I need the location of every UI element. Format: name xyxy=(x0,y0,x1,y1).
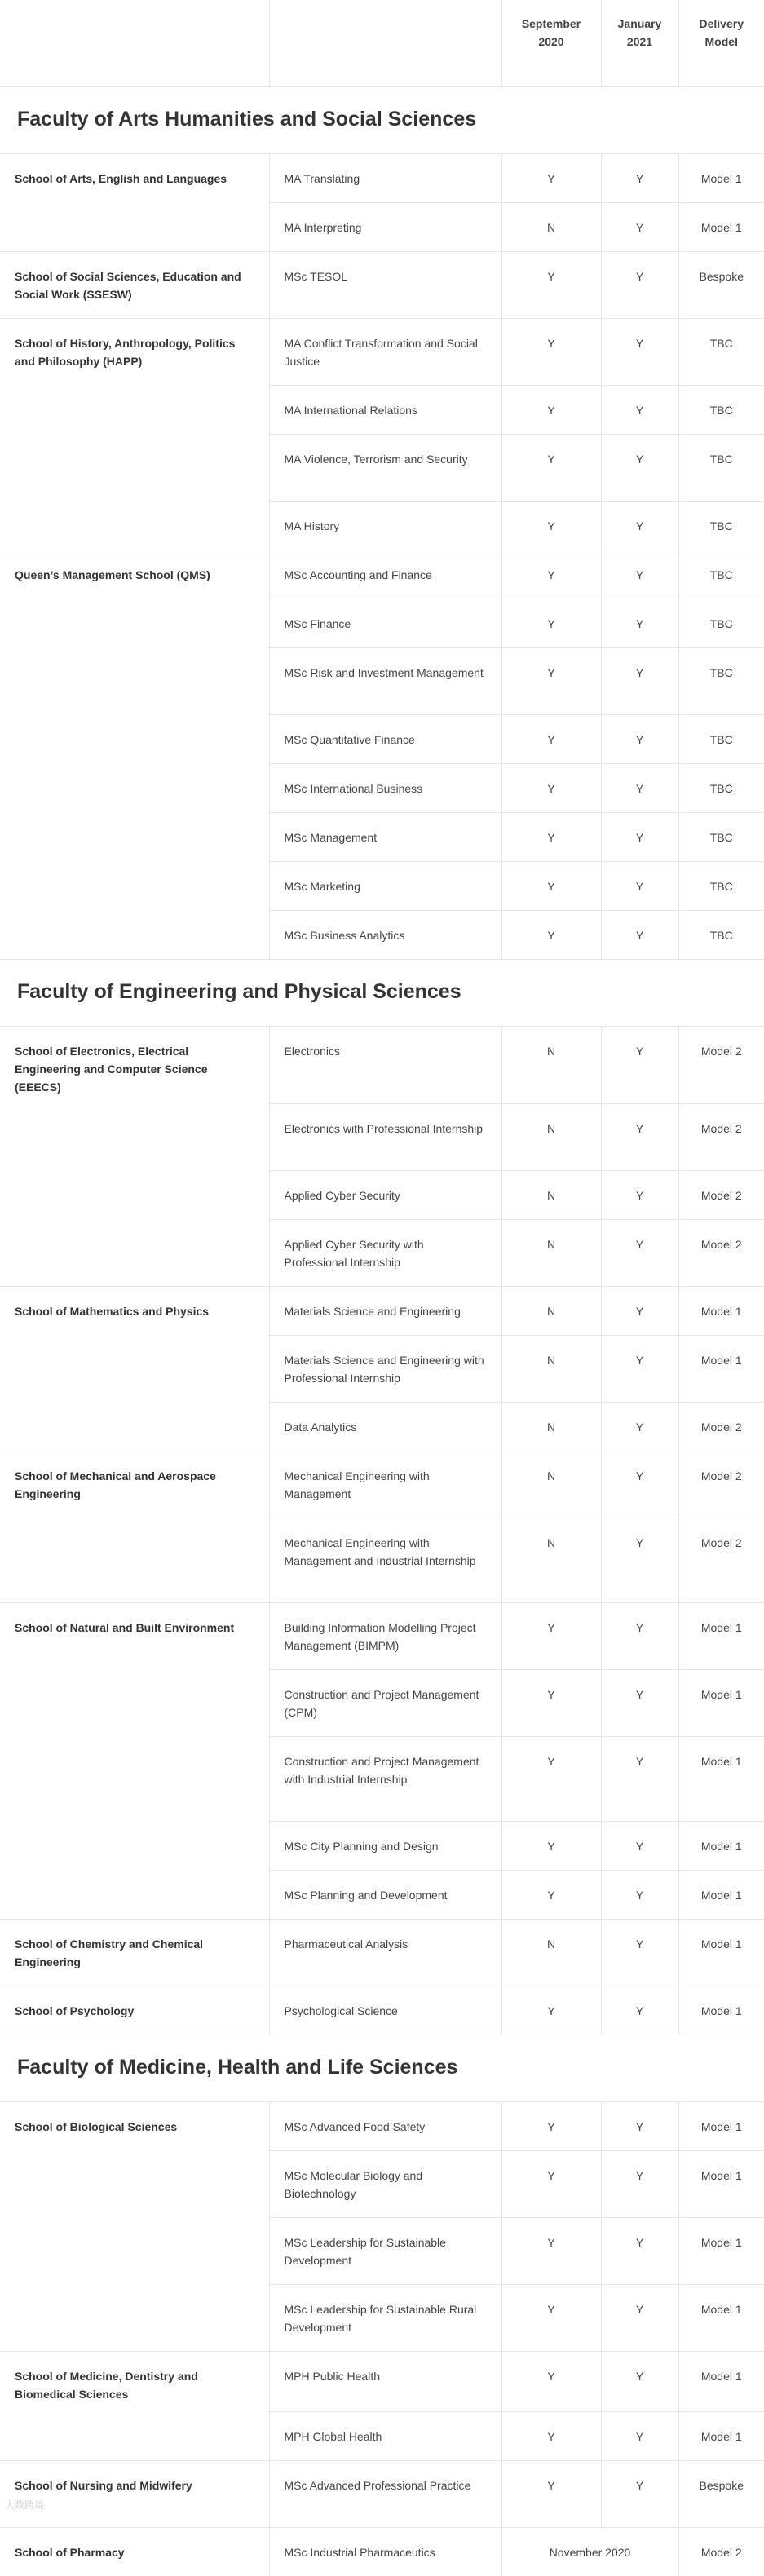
school-cell xyxy=(0,1336,269,1403)
table-row xyxy=(0,1871,764,1920)
programme-cell: Mechanical Engineering with Management and Industrial Internship xyxy=(269,1518,501,1603)
programme-cell: Materials Science and Engineering xyxy=(269,1287,501,1336)
programme-cell: MSc Accounting and Finance xyxy=(269,550,501,599)
delivery-model-cell: TBC xyxy=(678,434,764,501)
header-september-2020: September 2020 xyxy=(501,0,601,86)
table-row xyxy=(0,2102,764,2151)
table-row xyxy=(0,1403,764,1451)
delivery-model-cell: Model 1 xyxy=(678,1603,764,1670)
table-row xyxy=(0,1986,764,2035)
delivery-model-cell: Model 1 xyxy=(678,2218,764,2285)
programme-cell: MSc Finance xyxy=(269,599,501,647)
january-cell: Y xyxy=(601,251,678,318)
table-row xyxy=(0,2460,764,2527)
programme-cell: Construction and Project Management (CPM) xyxy=(269,1670,501,1737)
table-row xyxy=(0,1822,764,1871)
school-cell xyxy=(0,910,269,959)
programme-cell: MSc Risk and Investment Management xyxy=(269,647,501,714)
delivery-model-cell: Model 2 xyxy=(678,1518,764,1603)
january-cell: Y xyxy=(601,1871,678,1920)
delivery-model-cell: Model 1 xyxy=(678,2352,764,2412)
september-cell: N xyxy=(501,202,601,251)
table-row xyxy=(0,1336,764,1403)
september-cell: N xyxy=(501,1451,601,1518)
january-cell: Y xyxy=(601,1822,678,1871)
school-cell: School of Natural and Built Environment xyxy=(0,1603,269,1670)
table-row xyxy=(0,2151,764,2218)
september-cell: Y xyxy=(501,861,601,910)
january-cell: Y xyxy=(601,1603,678,1670)
january-cell: Y xyxy=(601,2151,678,2218)
january-cell: Y xyxy=(601,2102,678,2151)
faculty-row xyxy=(0,959,764,1026)
programme-cell: Electronics with Professional Internship xyxy=(269,1104,501,1171)
table-row xyxy=(0,763,764,812)
school-cell: School of Mechanical and Aerospace Engineering xyxy=(0,1451,269,1518)
table-row xyxy=(0,1171,764,1220)
table-row xyxy=(0,1737,764,1822)
delivery-model-cell: Bespoke xyxy=(678,251,764,318)
september-cell: Y xyxy=(501,763,601,812)
january-cell: Y xyxy=(601,385,678,434)
programme-cell: MA Interpreting xyxy=(269,202,501,251)
school-cell xyxy=(0,1104,269,1171)
table-row xyxy=(0,861,764,910)
september-cell: N xyxy=(501,1171,601,1220)
table-row xyxy=(0,153,764,202)
school-cell: School of Arts, English and Languages xyxy=(0,153,269,202)
january-cell: Y xyxy=(601,812,678,861)
delivery-model-cell: Model 1 xyxy=(678,1336,764,1403)
table-row xyxy=(0,2411,764,2460)
school-cell xyxy=(0,1220,269,1287)
january-cell: Y xyxy=(601,763,678,812)
table-row xyxy=(0,1920,764,1986)
september-cell: Y xyxy=(501,647,601,714)
september-cell: Y xyxy=(501,2411,601,2460)
school-cell xyxy=(0,2285,269,2352)
programme-cell: Pharmaceutical Analysis xyxy=(269,1920,501,1986)
january-cell: Y xyxy=(601,2460,678,2527)
january-cell: Y xyxy=(601,550,678,599)
january-cell: Y xyxy=(601,153,678,202)
school-cell xyxy=(0,1737,269,1822)
january-cell: Y xyxy=(601,1670,678,1737)
school-cell xyxy=(0,647,269,714)
january-cell: Y xyxy=(601,318,678,385)
september-cell: Y xyxy=(501,2102,601,2151)
delivery-model-cell: Model 1 xyxy=(678,153,764,202)
september-cell: N xyxy=(501,1920,601,1986)
january-cell: Y xyxy=(601,1287,678,1336)
delivery-model-cell: TBC xyxy=(678,812,764,861)
january-cell: Y xyxy=(601,647,678,714)
table-row xyxy=(0,1603,764,1670)
school-cell xyxy=(0,1822,269,1871)
programme-cell: Materials Science and Engineering with Professional Internship xyxy=(269,1336,501,1403)
programme-cell: MSc City Planning and Design xyxy=(269,1822,501,1871)
january-cell: Y xyxy=(601,202,678,251)
september-cell: Y xyxy=(501,1871,601,1920)
programme-cell: MSc Molecular Biology and Biotechnology xyxy=(269,2151,501,2218)
school-cell xyxy=(0,2218,269,2285)
delivery-model-cell: TBC xyxy=(678,318,764,385)
delivery-model-cell: Model 1 xyxy=(678,1287,764,1336)
programme-cell: MSc Industrial Pharmaceutics xyxy=(269,2527,501,2576)
school-cell xyxy=(0,714,269,763)
delivery-model-cell: Model 1 xyxy=(678,1670,764,1737)
school-cell: School of Medicine, Dentistry and Biomedical Sciences xyxy=(0,2352,269,2412)
january-cell: Y xyxy=(601,2218,678,2285)
table-row xyxy=(0,318,764,385)
september-cell: Y xyxy=(501,550,601,599)
january-cell: Y xyxy=(601,714,678,763)
table-row xyxy=(0,1104,764,1171)
table-row xyxy=(0,1451,764,1518)
january-cell: Y xyxy=(601,1171,678,1220)
september-cell: Y xyxy=(501,318,601,385)
programme-cell: MSc Advanced Professional Practice xyxy=(269,2460,501,2527)
september-cell: Y xyxy=(501,2218,601,2285)
faculty-heading: Faculty of Arts Humanities and Social Sciences xyxy=(0,86,764,153)
programme-cell: MA Translating xyxy=(269,153,501,202)
delivery-model-cell: TBC xyxy=(678,861,764,910)
january-cell: Y xyxy=(601,1920,678,1986)
september-cell: Y xyxy=(501,2460,601,2527)
school-cell xyxy=(0,1518,269,1603)
school-cell: School of Nursing and Midwifery xyxy=(0,2460,269,2527)
programme-cell: Building Information Modelling Project Management (BIMPM) xyxy=(269,1603,501,1670)
programme-cell: Electronics xyxy=(269,1026,501,1104)
school-cell xyxy=(0,763,269,812)
school-cell xyxy=(0,812,269,861)
september-cell: Y xyxy=(501,501,601,550)
september-cell: Y xyxy=(501,2151,601,2218)
school-cell: School of Biological Sciences xyxy=(0,2102,269,2151)
delivery-model-cell: Model 1 xyxy=(678,2411,764,2460)
january-cell: Y xyxy=(601,1220,678,1287)
september-cell: N xyxy=(501,1220,601,1287)
september-cell: Y xyxy=(501,251,601,318)
school-cell: Queen’s Management School (QMS) xyxy=(0,550,269,599)
september-cell: Y xyxy=(501,2352,601,2412)
school-cell xyxy=(0,1871,269,1920)
header-january-2021: January 2021 xyxy=(601,0,678,86)
programme-cell: MSc Business Analytics xyxy=(269,910,501,959)
january-cell: Y xyxy=(601,1518,678,1603)
header-delivery-model: Delivery Model xyxy=(699,17,744,48)
january-cell: Y xyxy=(601,1451,678,1518)
programme-cell: MSc TESOL xyxy=(269,251,501,318)
table-row xyxy=(0,385,764,434)
table-row xyxy=(0,1026,764,1104)
january-cell: Y xyxy=(601,599,678,647)
table-row xyxy=(0,501,764,550)
september-cell: Y xyxy=(501,910,601,959)
september-cell: N xyxy=(501,1287,601,1336)
table-header-row xyxy=(0,0,764,86)
september-cell: Y xyxy=(501,812,601,861)
delivery-model-cell: TBC xyxy=(678,763,764,812)
delivery-model-cell: Model 2 xyxy=(678,1451,764,1518)
school-cell xyxy=(0,385,269,434)
programme-cell: MSc Leadership for Sustainable Development xyxy=(269,2218,501,2285)
table-row xyxy=(0,2527,764,2576)
table-row xyxy=(0,910,764,959)
table-row xyxy=(0,550,764,599)
january-cell: Y xyxy=(601,861,678,910)
watermark: 大数跨境 xyxy=(5,2499,45,2511)
school-cell: School of History, Anthropology, Politics and Philosophy (HAPP) xyxy=(0,318,269,385)
delivery-model-cell: TBC xyxy=(678,385,764,434)
january-cell: Y xyxy=(601,1403,678,1451)
delivery-model-cell: Model 1 xyxy=(678,1871,764,1920)
delivery-model-cell: Model 1 xyxy=(678,2102,764,2151)
january-cell: Y xyxy=(601,2411,678,2460)
delivery-model-cell: Model 1 xyxy=(678,202,764,251)
september-cell: N xyxy=(501,1403,601,1451)
delivery-model-cell: Model 1 xyxy=(678,1822,764,1871)
september-cell: Y xyxy=(501,1822,601,1871)
september-cell: Y xyxy=(501,599,601,647)
table-row xyxy=(0,1518,764,1603)
delivery-model-cell: TBC xyxy=(678,550,764,599)
delivery-model-cell: Model 1 xyxy=(678,1920,764,1986)
september-cell: Y xyxy=(501,153,601,202)
programme-cell: MSc Leadership for Sustainable Rural Development xyxy=(269,2285,501,2352)
programme-cell: MSc Management xyxy=(269,812,501,861)
delivery-model-cell: Model 2 xyxy=(678,2527,764,2576)
delivery-model-cell: Model 1 xyxy=(678,2151,764,2218)
delivery-model-cell: Model 1 xyxy=(678,2285,764,2352)
programme-cell: MSc International Business xyxy=(269,763,501,812)
september-cell: Y xyxy=(501,1986,601,2035)
faculty-heading: Faculty of Medicine, Health and Life Sciences xyxy=(0,2035,764,2102)
january-cell: Y xyxy=(601,2285,678,2352)
programme-cell: MA History xyxy=(269,501,501,550)
september-cell: N xyxy=(501,1104,601,1171)
programme-cell: Mechanical Engineering with Management xyxy=(269,1451,501,1518)
header-blank-programme xyxy=(269,0,501,86)
september-cell: Y xyxy=(501,1737,601,1822)
table-row xyxy=(0,2218,764,2285)
january-cell: Y xyxy=(601,1336,678,1403)
school-cell xyxy=(0,2411,269,2460)
table-row xyxy=(0,599,764,647)
delivery-model-cell: TBC xyxy=(678,599,764,647)
programme-cell: MPH Global Health xyxy=(269,2411,501,2460)
january-cell: Y xyxy=(601,501,678,550)
september-cell: Y xyxy=(501,714,601,763)
delivery-model-cell: Model 1 xyxy=(678,1986,764,2035)
january-cell: Y xyxy=(601,2352,678,2412)
table-row xyxy=(0,434,764,501)
january-cell: Y xyxy=(601,1104,678,1171)
programme-cell: MSc Marketing xyxy=(269,861,501,910)
september-cell: N xyxy=(501,1026,601,1104)
delivery-model-cell: Model 2 xyxy=(678,1403,764,1451)
table-row xyxy=(0,1670,764,1737)
start-date-cell: November 2020 xyxy=(501,2527,678,2576)
delivery-model-cell: Model 2 xyxy=(678,1026,764,1104)
january-cell: Y xyxy=(601,910,678,959)
january-cell: Y xyxy=(601,1026,678,1104)
school-cell: School of Pharmacy xyxy=(0,2527,269,2576)
school-cell: School of Electronics, Electrical Engineering and Computer Science (EEECS) xyxy=(0,1026,269,1104)
school-cell: School of Chemistry and Chemical Engineering xyxy=(0,1920,269,1986)
faculty-row xyxy=(0,2035,764,2102)
september-cell: Y xyxy=(501,1670,601,1737)
programme-cell: Data Analytics xyxy=(269,1403,501,1451)
table-row xyxy=(0,1220,764,1287)
programme-cell: MSc Quantitative Finance xyxy=(269,714,501,763)
delivery-model-cell: Model 2 xyxy=(678,1104,764,1171)
programme-cell: Applied Cyber Security with Professional Internship xyxy=(269,1220,501,1287)
september-cell: Y xyxy=(501,434,601,501)
september-cell: Y xyxy=(501,1603,601,1670)
delivery-model-cell: TBC xyxy=(678,910,764,959)
school-cell: School of Mathematics and Physics xyxy=(0,1287,269,1336)
header-blank-school xyxy=(0,0,269,86)
january-cell: Y xyxy=(601,434,678,501)
programme-cell: Construction and Project Management with Industrial Internship xyxy=(269,1737,501,1822)
school-cell xyxy=(0,1171,269,1220)
delivery-model-cell: Model 1 xyxy=(678,1737,764,1822)
school-cell xyxy=(0,861,269,910)
table-row xyxy=(0,2285,764,2352)
table-body xyxy=(0,86,764,2576)
school-cell xyxy=(0,1670,269,1737)
delivery-model-cell: Model 2 xyxy=(678,1220,764,1287)
january-cell: Y xyxy=(601,1986,678,2035)
programme-cell: MPH Public Health xyxy=(269,2352,501,2412)
september-cell: Y xyxy=(501,385,601,434)
programme-cell: MA International Relations xyxy=(269,385,501,434)
school-cell xyxy=(0,1403,269,1451)
programme-cell: MA Violence, Terrorism and Security xyxy=(269,434,501,501)
programme-cell: MSc Planning and Development xyxy=(269,1871,501,1920)
school-cell xyxy=(0,434,269,501)
september-cell: N xyxy=(501,1518,601,1603)
delivery-model-cell: TBC xyxy=(678,714,764,763)
programme-cell: Psychological Science xyxy=(269,1986,501,2035)
faculty-heading: Faculty of Engineering and Physical Sciences xyxy=(0,959,764,1026)
school-cell: School of Psychology xyxy=(0,1986,269,2035)
delivery-model-cell: Model 2 xyxy=(678,1171,764,1220)
school-cell xyxy=(0,202,269,251)
school-cell xyxy=(0,501,269,550)
programme-cell: MSc Advanced Food Safety xyxy=(269,2102,501,2151)
table-row xyxy=(0,202,764,251)
september-cell: Y xyxy=(501,2285,601,2352)
school-cell xyxy=(0,2151,269,2218)
school-cell: School of Social Sciences, Education and Social Work (SSESW) xyxy=(0,251,269,318)
programme-cell: MA Conflict Transformation and Social Justice xyxy=(269,318,501,385)
table-row xyxy=(0,251,764,318)
table-row xyxy=(0,2352,764,2412)
delivery-model-cell: TBC xyxy=(678,501,764,550)
programme-cell: Applied Cyber Security xyxy=(269,1171,501,1220)
september-cell: N xyxy=(501,1336,601,1403)
delivery-model-cell: TBC xyxy=(678,647,764,714)
delivery-model-cell: Bespoke xyxy=(678,2460,764,2527)
school-cell xyxy=(0,599,269,647)
table-row xyxy=(0,714,764,763)
table-row xyxy=(0,1287,764,1336)
table-row xyxy=(0,647,764,714)
faculty-row xyxy=(0,86,764,153)
table-row xyxy=(0,812,764,861)
january-cell: Y xyxy=(601,1737,678,1822)
